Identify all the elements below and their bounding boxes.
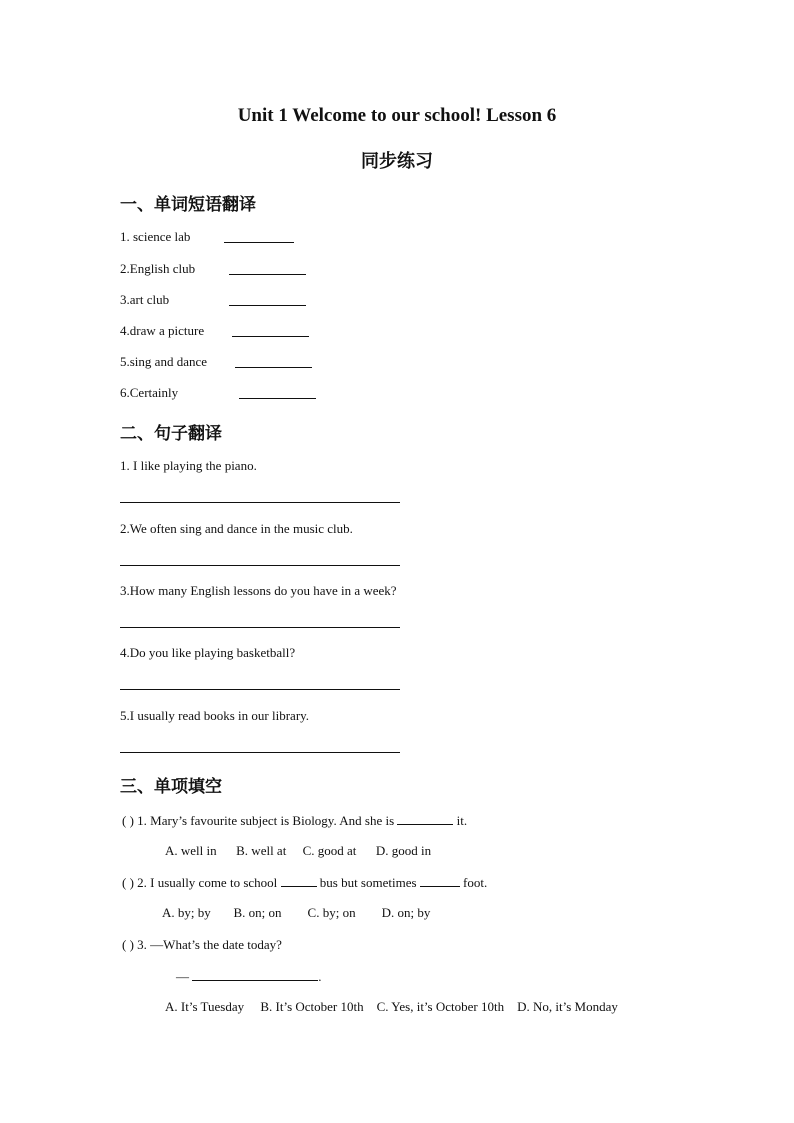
section1-heading: 一、单词短语翻译 [120,195,256,215]
question-2-options: A. by; by B. on; on C. by; on D. on; by [162,905,431,920]
question-3-options: A. It’s Tuesday B. It’s October 10th C. Yes, it’s October 10th D. No, it’s Monday [165,999,618,1014]
question-2-text-a: 2. I usually come to school [137,875,278,890]
question-2-text-c: foot. [463,875,488,890]
sentence-item-5: 5.I usually read books in our library. [120,708,310,723]
question-3-dot: . [318,969,322,984]
question-3-dash: — [176,969,189,984]
question-1 [122,812,467,829]
sentence-item-2: 2.We often sing and dance in the music club. [120,521,353,536]
answer-line-2[interactable] [229,274,306,275]
question-3-answer-row [176,968,322,985]
section3-heading: 三、单项填空 [120,777,222,797]
sentence-item-3: 3.How many English lessons do you have in a week? [120,583,397,598]
question-3 [122,937,282,953]
document-subtitle: 同步练习 [361,151,433,172]
answer-paren-2[interactable]: ( ) [122,875,134,890]
question-2-blank-1[interactable] [281,874,317,887]
word-item-3: 3.art club [120,292,170,307]
word-item-2: 2.English club [120,261,196,276]
sentence-item-1: 1. I like playing the piano. [120,458,257,473]
sentence-answer-line-4[interactable] [120,689,400,690]
answer-line-6[interactable] [239,398,316,399]
sentence-answer-line-5[interactable] [120,752,400,753]
section2-heading: 二、句子翻译 [120,424,222,444]
question-2 [122,874,487,891]
answer-line-5[interactable] [235,367,312,368]
word-item-4: 4.draw a picture [120,323,205,338]
word-item-6: 6.Certainly [120,385,179,400]
question-1-options: A. well in B. well at C. good at D. good in [165,843,432,858]
question-1-blank[interactable] [397,812,453,825]
answer-line-3[interactable] [229,305,306,306]
question-3-blank[interactable] [192,968,318,981]
answer-line-4[interactable] [232,336,309,337]
question-1-text-b: it. [456,813,468,828]
sentence-answer-line-2[interactable] [120,565,400,566]
word-item-5: 5.sing and dance [120,354,208,369]
sentence-answer-line-1[interactable] [120,502,400,503]
sentence-answer-line-3[interactable] [120,627,400,628]
answer-line-1[interactable] [224,242,294,243]
question-2-text-b: bus but sometimes [319,875,417,890]
sentence-item-4: 4.Do you like playing basketball? [120,645,296,660]
answer-paren-1[interactable]: ( ) [122,813,134,828]
question-3-text-a: 3. —What’s the date today? [137,937,282,952]
document-title: Unit 1 Welcome to our school! Lesson 6 [237,105,557,126]
answer-paren-3[interactable]: ( ) [122,937,134,952]
word-item-1: 1. science lab [120,229,191,244]
question-1-text-a: 1. Mary’s favourite subject is Biology. And she is [137,813,395,828]
question-2-blank-2[interactable] [420,874,460,887]
